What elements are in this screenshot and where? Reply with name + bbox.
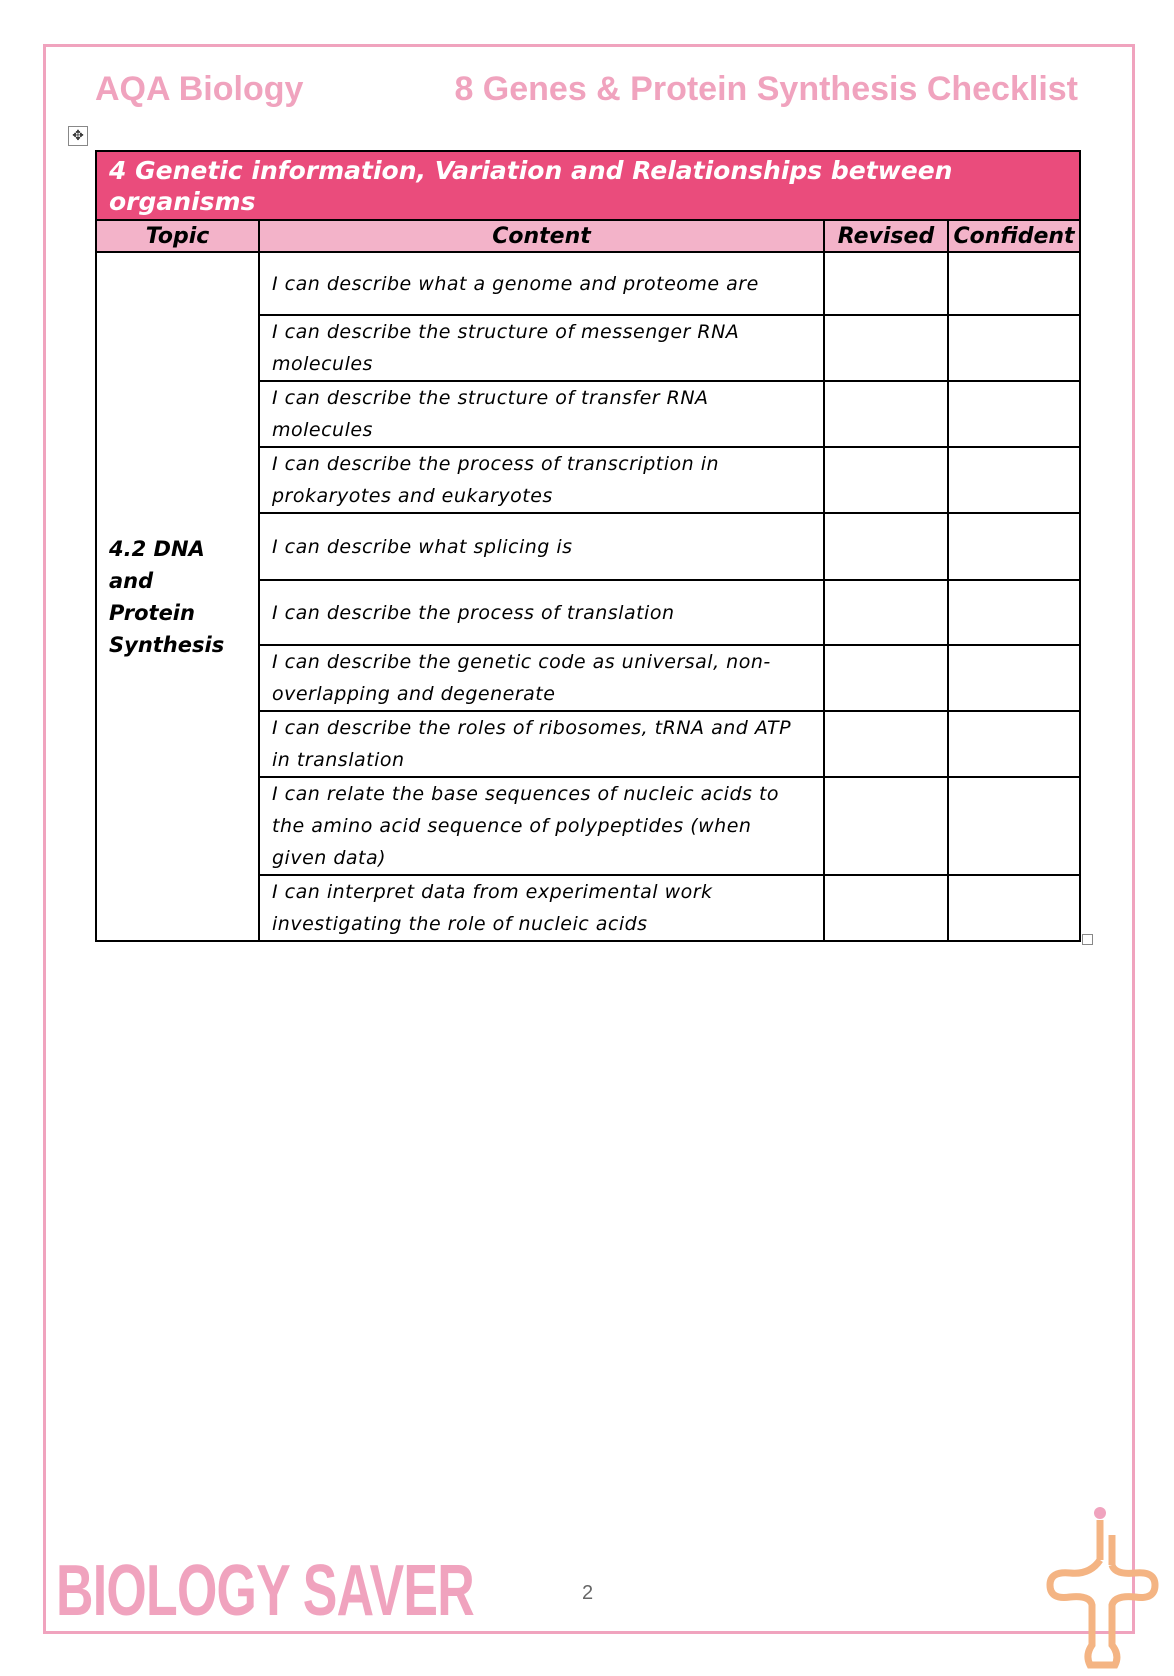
table-move-handle-icon[interactable]: ✥	[68, 126, 88, 146]
table-row	[96, 252, 1080, 315]
revised-checkbox-cell[interactable]	[824, 513, 948, 580]
revised-checkbox-cell[interactable]	[824, 315, 948, 381]
content-cell: I can interpret data from experimental work investigating the role of nucleic acids	[259, 875, 824, 941]
checklist-table	[95, 150, 1081, 942]
content-cell: I can describe the structure of transfer RNA molecules	[259, 381, 824, 447]
confident-checkbox-cell[interactable]	[948, 513, 1080, 580]
content-cell: I can describe the roles of ribosomes, tRNA and ATP in translation	[259, 711, 824, 777]
confident-checkbox-cell[interactable]	[948, 447, 1080, 513]
confident-checkbox-cell[interactable]	[948, 252, 1080, 315]
confident-checkbox-cell[interactable]	[948, 645, 1080, 711]
confident-checkbox-cell[interactable]	[948, 777, 1080, 875]
col-topic: Topic	[96, 220, 259, 252]
content-cell: I can describe the structure of messenger RNA molecules	[259, 315, 824, 381]
revised-checkbox-cell[interactable]	[824, 777, 948, 875]
topic-cell: 4.2 DNA and Protein Synthesis	[96, 252, 259, 941]
section-title: 4 Genetic information, Variation and Relationships between organisms	[96, 151, 1080, 220]
content-cell: I can describe what a genome and proteome are	[259, 252, 824, 315]
confident-checkbox-cell[interactable]	[948, 875, 1080, 941]
checklist-title: 8 Genes & Protein Synthesis Checklist	[454, 70, 1078, 108]
col-revised: Revised	[824, 220, 948, 252]
biology-saver-logo: BIOLOGY SAVER	[56, 1551, 474, 1631]
confident-checkbox-cell[interactable]	[948, 381, 1080, 447]
page-number: 2	[582, 1582, 594, 1604]
content-cell: I can relate the base sequences of nucleic acids to the amino acid sequence of polypeptides (when given data)	[259, 777, 824, 875]
col-confident: Confident	[948, 220, 1080, 252]
revised-checkbox-cell[interactable]	[824, 580, 948, 645]
content-cell: I can describe what splicing is	[259, 513, 824, 580]
table-resize-handle[interactable]	[1082, 934, 1093, 945]
confident-checkbox-cell[interactable]	[948, 315, 1080, 381]
content-cell: I can describe the process of translation	[259, 580, 824, 645]
content-cell: I can describe the genetic code as universal, non-overlapping and degenerate	[259, 645, 824, 711]
revised-checkbox-cell[interactable]	[824, 875, 948, 941]
revised-checkbox-cell[interactable]	[824, 447, 948, 513]
confident-checkbox-cell[interactable]	[948, 580, 1080, 645]
col-content: Content	[259, 220, 824, 252]
trna-icon	[1030, 1505, 1160, 1675]
revised-checkbox-cell[interactable]	[824, 381, 948, 447]
confident-checkbox-cell[interactable]	[948, 711, 1080, 777]
subject-title: AQA Biology	[95, 70, 304, 108]
content-cell: I can describe the process of transcription in prokaryotes and eukaryotes	[259, 447, 824, 513]
revised-checkbox-cell[interactable]	[824, 711, 948, 777]
revised-checkbox-cell[interactable]	[824, 252, 948, 315]
revised-checkbox-cell[interactable]	[824, 645, 948, 711]
